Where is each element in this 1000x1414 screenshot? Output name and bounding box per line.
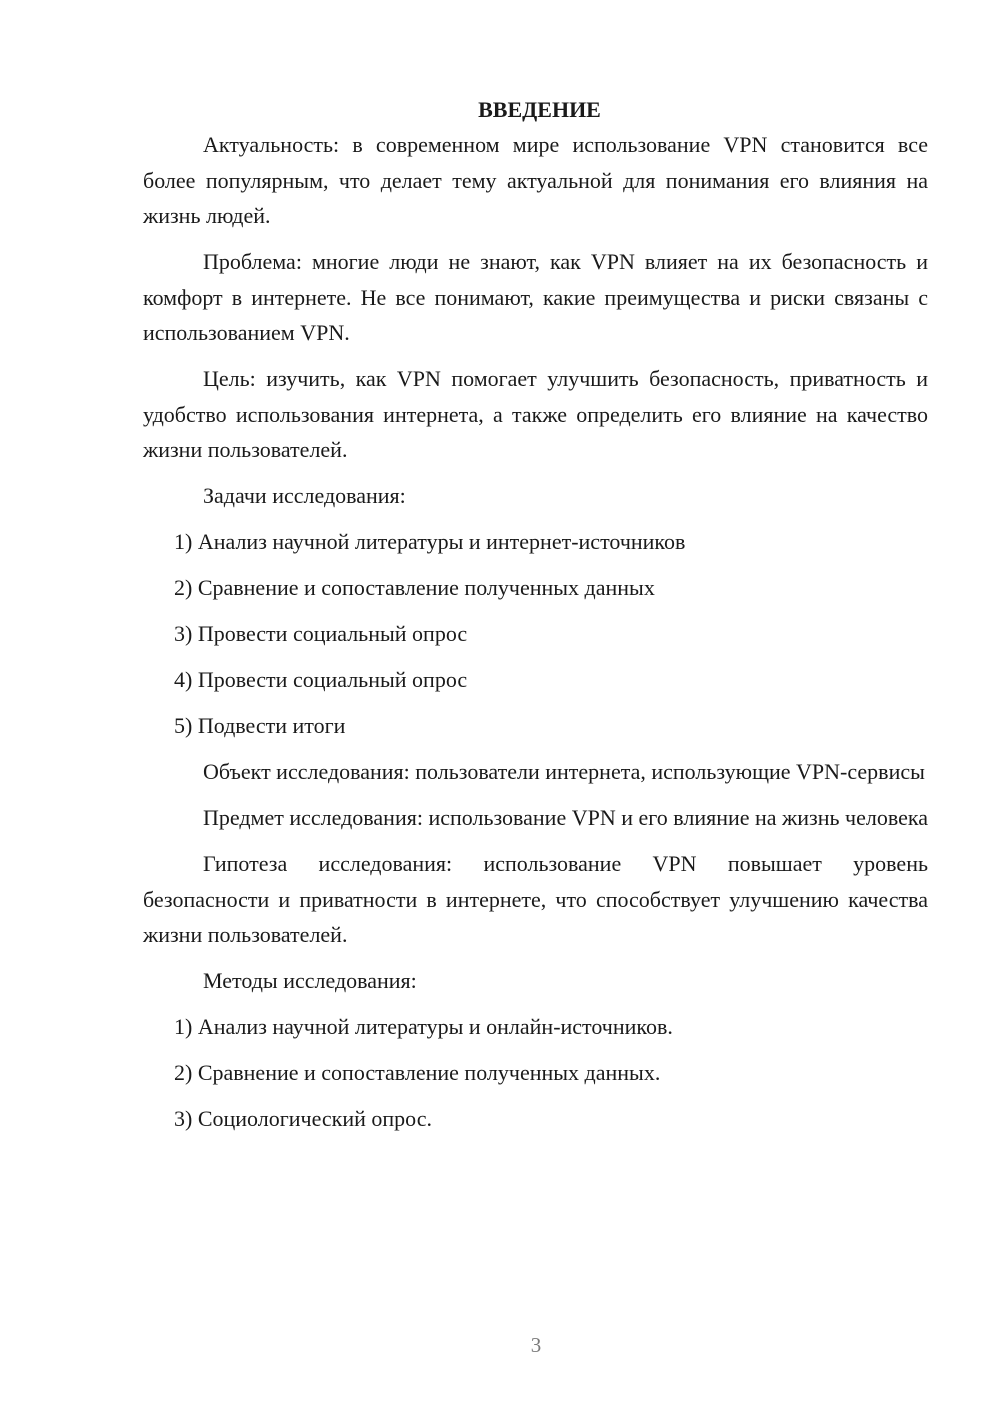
list-item: 1) Анализ научной литературы и онлайн-источников. (174, 1014, 673, 1039)
page-heading: ВВЕДЕНИЕ (478, 97, 601, 122)
list-item: 2) Сравнение и сопоставление полученных данных (174, 575, 655, 600)
problem-paragraph: Проблема: многие люди не знают, как VPN влияет на их безопасность и комфорт в интернете. Не все понимают, какие преимущества и риски связаны с использованием VPN. (143, 249, 928, 345)
tasks-label: Задачи исследования: (203, 483, 406, 508)
list-item: 2) Сравнение и сопоставление полученных данных. (174, 1060, 661, 1085)
methods-label: Методы исследования: (203, 968, 417, 993)
page-number: 3 (530, 1333, 542, 1357)
object-paragraph: Объект исследования: пользователи интернета, использующие VPN-сервисы (203, 759, 925, 784)
hypothesis-paragraph: Гипотеза исследования: использование VPN повышает уровень безопасности и приватности в интернете, что способствует улучшению качества жизни пользователей. (143, 851, 928, 947)
subject-paragraph: Предмет исследования: использование VPN и его влияние на жизнь человека (203, 805, 928, 830)
methods-list (143, 1009, 928, 1137)
relevance-paragraph: Актуальность: в современном мире использование VPN становится все более популярным, что делает тему актуальной для понимания его влияния на жизнь людей. (143, 132, 928, 228)
list-item: 3) Провести социальный опрос (174, 621, 468, 646)
list-item: 3) Социологический опрос. (174, 1106, 432, 1131)
document-page (143, 92, 928, 1147)
list-item: 5) Подвести итоги (174, 713, 346, 738)
tasks-list (143, 524, 928, 744)
list-item: 4) Провести социальный опрос (174, 667, 468, 692)
goal-paragraph: Цель: изучить, как VPN помогает улучшить безопасность, приватность и удобство использования интернета, а также определить его влияние на качество жизни пользователей. (143, 366, 928, 462)
list-item: 1) Анализ научной литературы и интернет-источников (174, 529, 686, 554)
